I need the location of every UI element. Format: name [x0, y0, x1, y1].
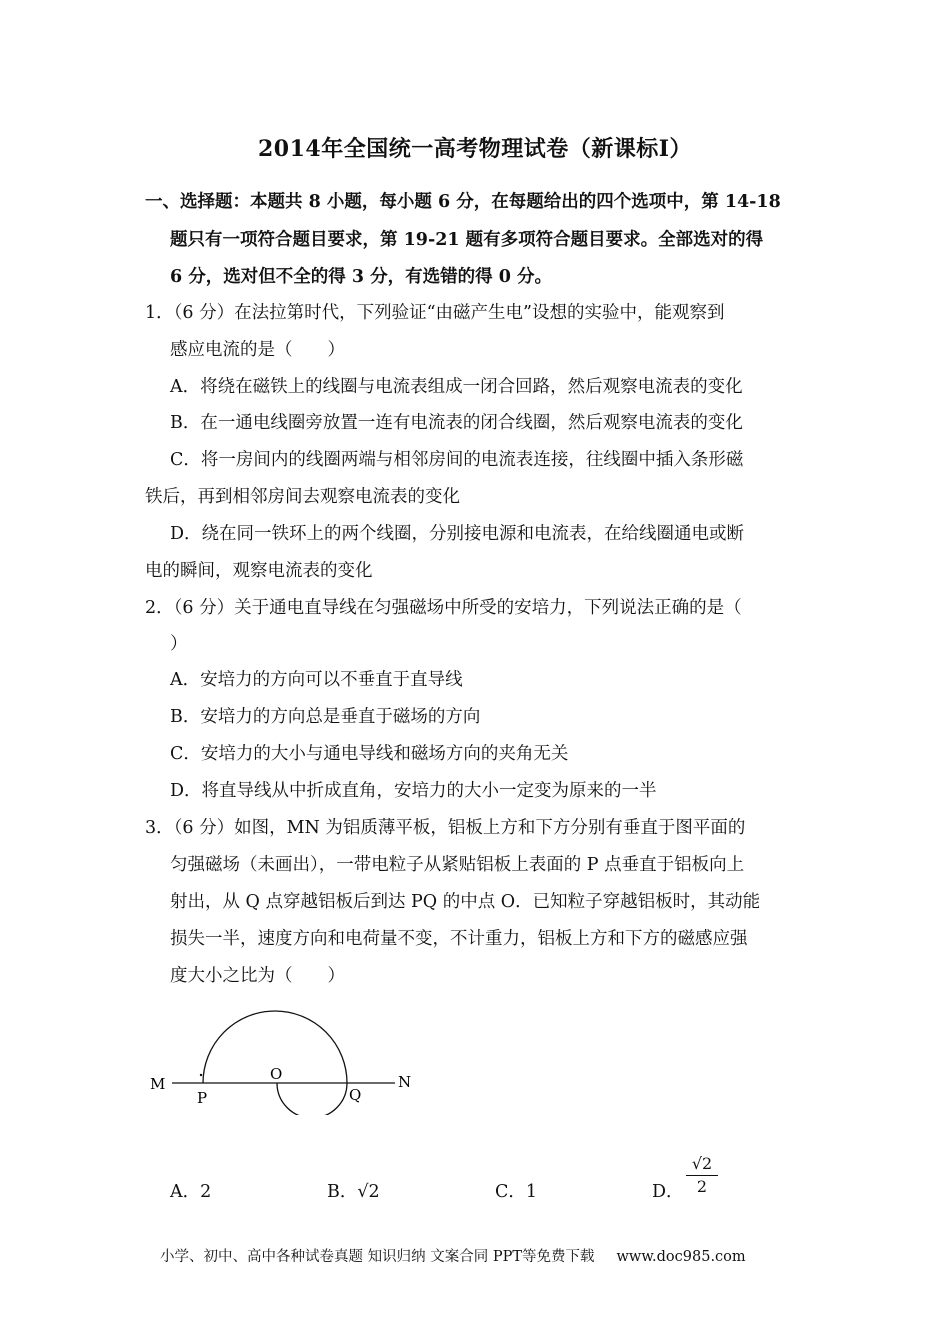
page-footer [160, 1245, 746, 1266]
q3-option-b-value: √2 [357, 1182, 380, 1202]
label-m: M [150, 1075, 166, 1093]
q3-option-d-numerator: √2 [691, 1154, 713, 1173]
q1-stem-line-1: 1．（6 分）在法拉第时代，下列验证“由磁产生电”设想的实验中，能观察到 [145, 303, 725, 323]
q1-option-d-line-2: 电的瞬间，观察电流表的变化 [145, 561, 373, 581]
q1-option-b: B．在一通电线圈旁放置一连有电流表的闭合线圈，然后观察电流表的变化 [170, 413, 743, 433]
q2-option-b: B．安培力的方向总是垂直于磁场的方向 [170, 707, 481, 727]
label-o: O [270, 1065, 283, 1083]
section-heading-line-1: 一、选择题：本题共 8 小题，每小题 6 分，在每题给出的四个选项中，第 14-18 [145, 192, 781, 212]
page-title: 2014年全国统一高考物理试卷（新课标Ⅰ） [257, 136, 693, 162]
q3-option-a [170, 1180, 211, 1204]
q1-stem-line-2: 感应电流的是（ ） [170, 340, 345, 360]
q1-option-c-line-1: C．将一房间内的线圈两端与相邻房间的电流表连接，往线圈中插入条形磁 [170, 450, 744, 470]
label-p: P [197, 1089, 208, 1107]
q1-option-c-line-2: 铁后，再到相邻房间去观察电流表的变化 [145, 487, 460, 507]
q1-option-d-line-1: D．绕在同一铁环上的两个线圈，分别接电源和电流表，在给线圈通电或断 [170, 524, 745, 544]
section-heading-line-3: 6 分，选对但不全的得 3 分，有选错的得 0 分。 [170, 267, 552, 287]
q3-stem-line-4: 损失一半，速度方向和电荷量不变，不计重力，铝板上方和下方的磁感应强 [170, 929, 748, 949]
point-p-dot [200, 1074, 202, 1076]
q3-stem-line-2: 匀强磁场（未画出），一带电粒子从紧贴铝板上表面的 P 点垂直于铝板向上 [170, 855, 745, 875]
fraction-bar [686, 1175, 718, 1176]
footer-url[interactable]: www.doc985.com [616, 1249, 746, 1265]
q3-option-d-fraction [682, 1154, 722, 1197]
q3-stem-line-3: 射出，从 Q 点穿越铝板后到达 PQ 的中点 O．已知粒子穿越铝板时，其动能 [170, 892, 761, 912]
trajectory-figure [140, 1005, 430, 1115]
q3-option-a-label: A． [170, 1182, 201, 1202]
q3-option-b [327, 1180, 380, 1204]
q3-option-b-label: B． [327, 1182, 358, 1202]
q3-option-d-label: D． [652, 1182, 684, 1202]
q2-stem-line-2: ） [170, 634, 188, 654]
q2-stem-line-1: 2．（6 分）关于通电直导线在匀强磁场中所受的安培力，下列说法正确的是（ [145, 598, 742, 618]
q3-stem-line-1: 3．（6 分）如图，MN 为铝质薄平板，铝板上方和下方分别有垂直于图平面的 [145, 818, 746, 838]
q3-stem-line-5: 度大小之比为（ ） [170, 966, 345, 986]
q3-option-c [495, 1180, 537, 1204]
label-n: N [398, 1073, 412, 1091]
q3-option-d-denominator: 2 [696, 1177, 708, 1196]
q1-option-a: A．将绕在磁铁上的线圈与电流表组成一闭合回路，然后观察电流表的变化 [170, 377, 743, 397]
footer-text: 小学、初中、高中各种试卷真题 知识归纳 文案合同 PPT等免费下载 [160, 1249, 595, 1265]
lower-arc [277, 1083, 347, 1115]
q3-option-c-label: C． [495, 1182, 526, 1202]
q3-option-d [652, 1180, 684, 1204]
q2-option-c: C．安培力的大小与通电导线和磁场方向的夹角无关 [170, 744, 569, 764]
q3-option-c-value: 1 [525, 1182, 538, 1202]
section-heading-line-2: 题只有一项符合题目要求，第 19-21 题有多项符合题目要求。全部选对的得 [170, 230, 764, 250]
q2-option-d: D．将直导线从中折成直角，安培力的大小一定变为原来的一半 [170, 781, 657, 801]
q2-option-a: A．安培力的方向可以不垂直于直导线 [170, 670, 463, 690]
label-q: Q [349, 1086, 362, 1104]
q3-option-a-value: 2 [200, 1182, 212, 1202]
